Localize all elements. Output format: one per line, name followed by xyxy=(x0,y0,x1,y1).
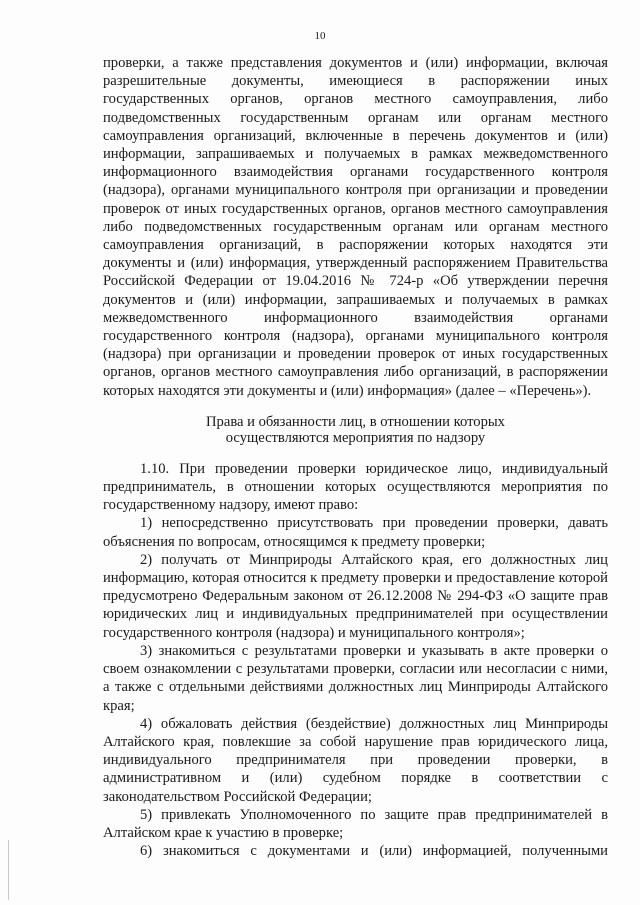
list-item-4: 4) обжаловать действия (бездействие) должностных лиц Минприроды Алтайского края, повлекшие за собой нарушение прав юридического лица, индивидуального предпринимателя при проведении проверки, в административном и (или) судебном порядке в соответствии с законодательством Российской Федерации; xyxy=(103,715,608,805)
section-heading xyxy=(103,414,608,446)
list-item-3: 3) знакомиться с результатами проверки и указывать в акте проверки о своем ознакомлении с результатами проверки, согласии или несогласии с ними, а также с отдельными действиями должностных лиц Минприроды Алтайского края; xyxy=(103,642,608,714)
scan-edge-mark xyxy=(8,840,9,900)
list-item-6: 6) знакомиться с документами и (или) информацией, полученными xyxy=(140,843,608,860)
intro-paragraph: проверки, а также представления документов и (или) информации, включая разрешительные документы, имеющиеся в распоряжении иных государственных органов, органов местного самоуправления, либо подведомственных государственным органам или органам местного самоуправления организаций, включенные в перечень документов и (или) информации, запрашиваемых и получаемых в рамках межведомственного информационного взаимодействия органами государственного контроля (надзора), органами муниципального контроля при организации и проведении проверок от иных государственных органов, органов местного самоуправления либо подведомственных государственным органам или органам местного самоуправления организаций, в распоряжении которых находятся эти документы и (или) информация, утвержденный распоряжением Правительства Российской Федерации от 19.04.2016 № 724-р «Об утверждении перечня документов и (или) информации, запрашиваемых и получаемых в рамках межведомственного информационного взаимодействия органами государственного контроля (надзора), органами муниципального контроля (надзора) при организации и проведении проверок от иных государственных органов, органов местного самоуправления либо организаций, в распоряжении которых находятся эти документы и (или) информация» (далее – «Перечень»). xyxy=(103,55,608,399)
list-item-5: 5) привлекать Уполномоченного по защите прав предпринимателей в Алтайском крае к участию в проверке; xyxy=(103,806,608,841)
page-number: 10 xyxy=(314,30,326,42)
clause-1-10-intro: 1.10. При проведении проверки юридическое лицо, индивидуальный предприниматель, в отношении которых осуществляются мероприятия по государственному надзору, имеют право: xyxy=(103,460,608,514)
list-item-2: 2) получать от Минприроды Алтайского края, его должностных лиц информацию, которая относится к предмету проверки и предоставление которой предусмотрено Федеральным законом от 26.12.2008 № 294-ФЗ «О защите прав юридических лиц и индивидуальных предпринимателей при осуществлении государственного контроля (надзора) и муниципального контроля»; xyxy=(103,551,608,641)
section-heading-line-1: Права и обязанности лиц, в отношении которых xyxy=(206,413,505,430)
section-heading-line-2: осуществляются мероприятия по надзору xyxy=(225,429,486,446)
document-body xyxy=(103,54,608,860)
list-item-1: 1) непосредственно присутствовать при проведении проверки, давать объяснения по вопросам, относящимся к предмету проверки; xyxy=(103,515,608,550)
